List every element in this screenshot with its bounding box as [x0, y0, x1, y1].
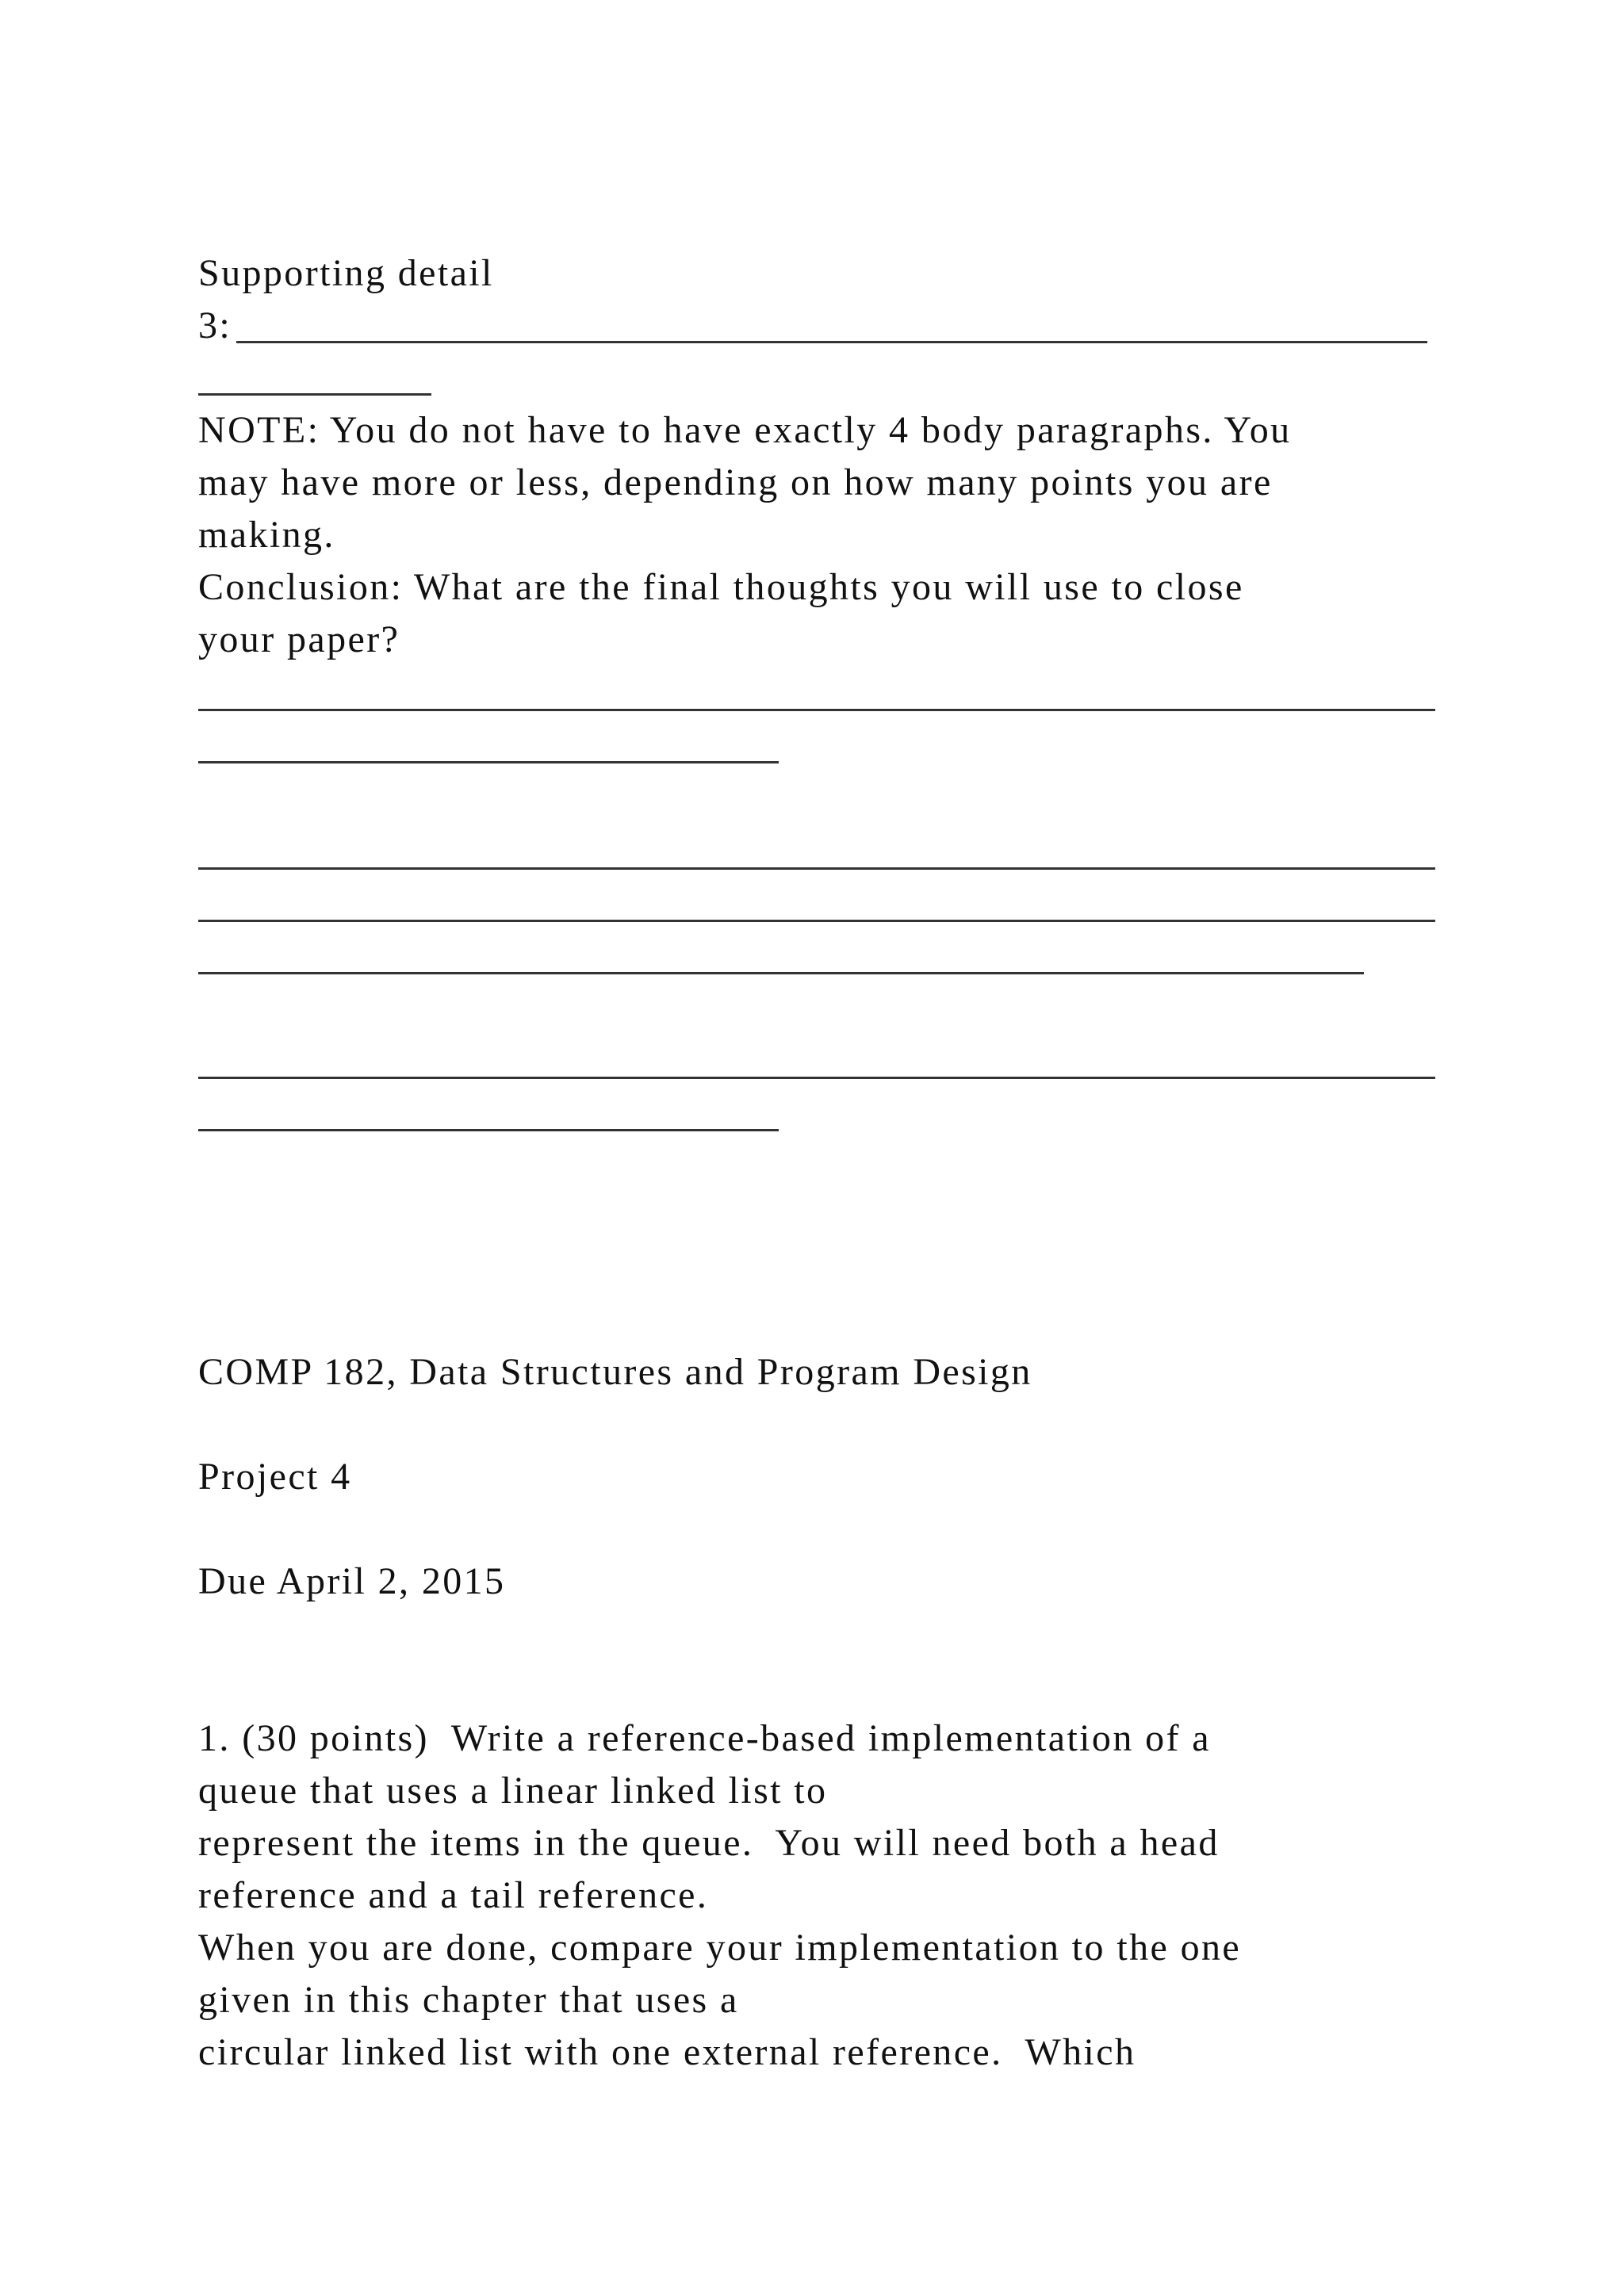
question-text-line: queue that uses a linear linked list to — [198, 1770, 828, 1812]
supporting-detail-number: 3: — [198, 304, 232, 346]
answer-blank-line — [198, 867, 1435, 870]
course-title: COMP 182, Data Structures and Program Design — [198, 1351, 1032, 1393]
answer-blank-line — [236, 341, 1427, 343]
conclusion-prompt-line: your paper? — [198, 618, 400, 660]
note-text-line: NOTE: You do not have to have exactly 4 body paragraphs. You — [198, 409, 1292, 451]
question-text-line: given in this chapter that uses a — [198, 1979, 739, 2021]
question-text-line: 1. (30 points) Write a reference-based implementation of a — [198, 1717, 1212, 1759]
note-text-line: making. — [198, 514, 335, 556]
supporting-detail-label: Supporting detail — [198, 252, 494, 294]
question-text-line: represent the items in the queue. You will need both a head — [198, 1822, 1220, 1864]
answer-blank-line — [198, 1129, 779, 1131]
question-text-line: circular linked list with one external reference. Which — [198, 2031, 1136, 2073]
answer-blank-line — [198, 761, 779, 763]
due-date: Due April 2, 2015 — [198, 1560, 506, 1602]
answer-blank-line — [198, 920, 1435, 922]
question-text-line: reference and a tail reference. — [198, 1874, 709, 1916]
answer-blank-line — [198, 972, 1364, 974]
answer-blank-line — [198, 709, 1435, 711]
project-title: Project 4 — [198, 1456, 352, 1498]
answer-blank-line — [198, 393, 431, 396]
note-text-line: may have more or less, depending on how many points you are — [198, 461, 1273, 503]
conclusion-prompt-line: Conclusion: What are the final thoughts you will use to close — [198, 566, 1244, 608]
answer-blank-line — [198, 1077, 1435, 1079]
question-text-line: When you are done, compare your implementation to the one — [198, 1927, 1242, 1969]
